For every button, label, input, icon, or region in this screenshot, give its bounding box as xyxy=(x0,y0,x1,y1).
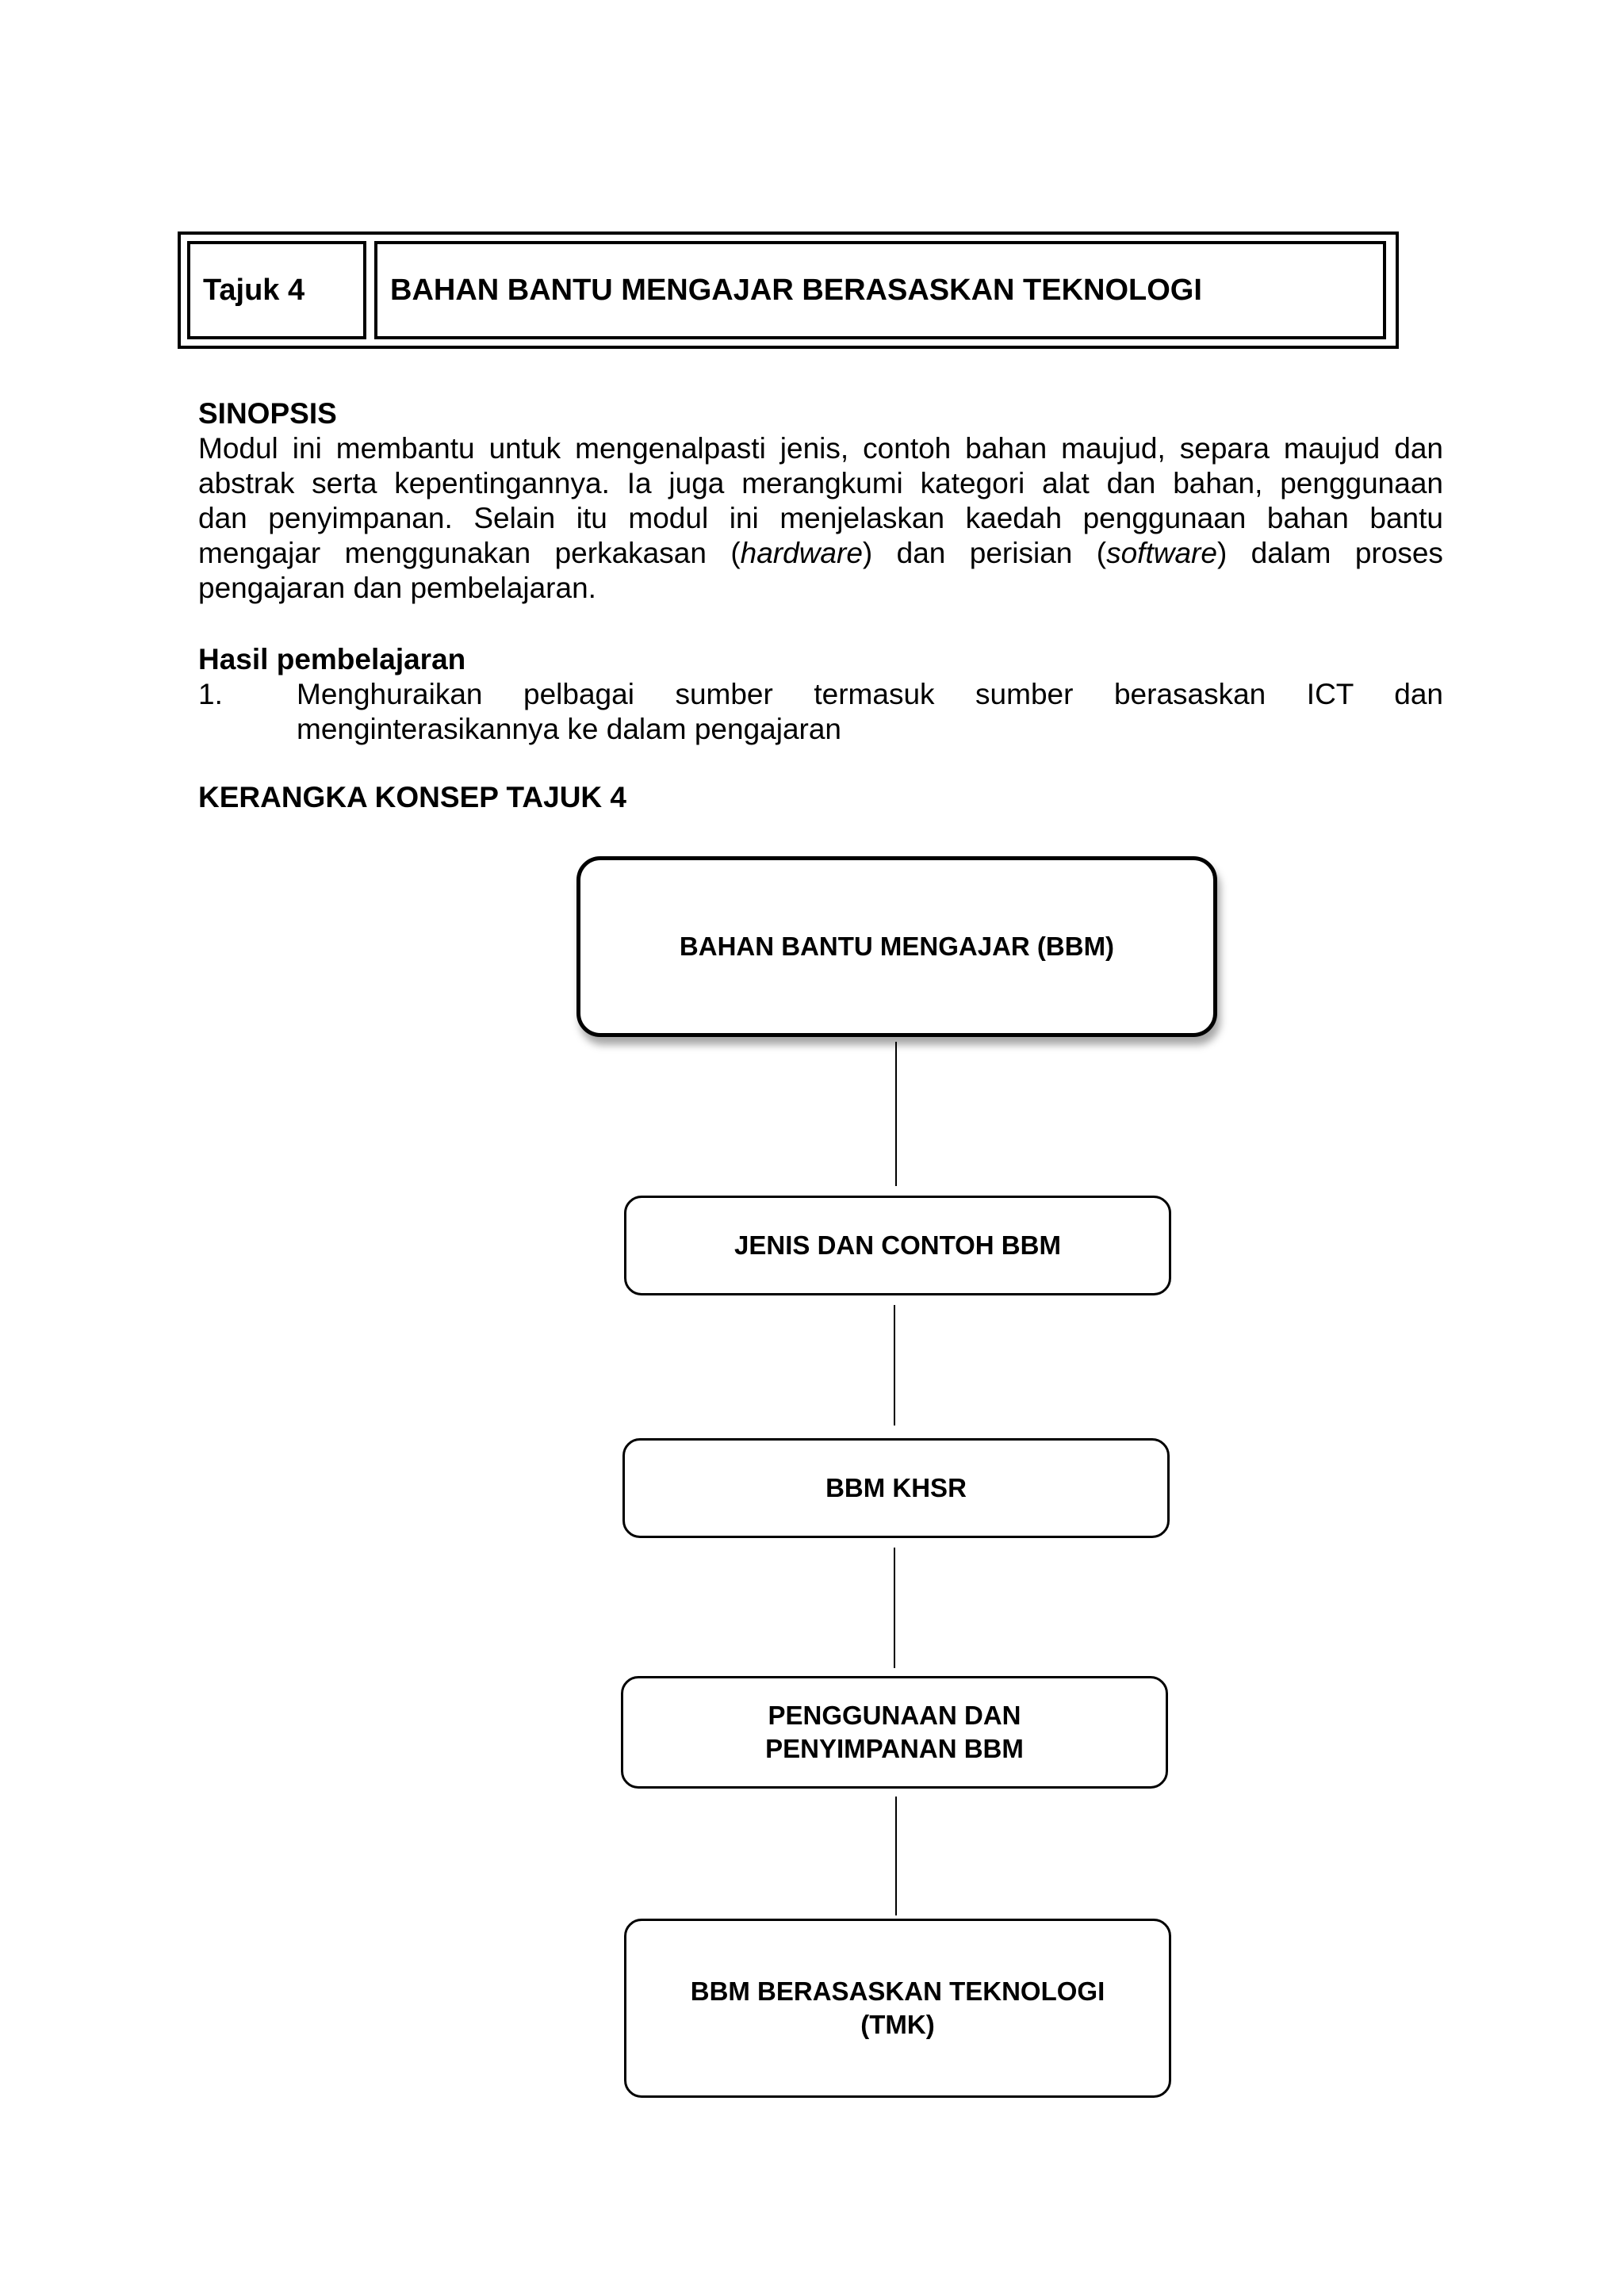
topic-title-table xyxy=(178,232,1399,349)
synopsis-section xyxy=(198,396,1443,606)
synopsis-word: dalam xyxy=(1251,537,1331,569)
synopsis-word: (software) xyxy=(1096,537,1228,569)
flowchart-box-jenis xyxy=(624,1196,1171,1295)
synopsis-word: (hardware) xyxy=(730,537,873,569)
synopsis-line: abstrak serta kepentingannya. Ia juga merangkumi kategori alat dan bahan, penggunaan xyxy=(198,467,1443,499)
flowchart-box-khsr xyxy=(622,1438,1170,1538)
software-term: software xyxy=(1106,537,1217,569)
synopsis-line: Modul ini membantu untuk mengenalpasti jenis, contoh bahan maujud, separa maujud dan xyxy=(198,432,1443,465)
synopsis-line: dan penyimpanan. Selain itu modul ini menjelaskan kaedah penggunaan bahan bantu xyxy=(198,502,1443,534)
list-item-text: menginterasikannya ke dalam pengajaran xyxy=(297,713,841,745)
synopsis-word: proses xyxy=(1354,537,1443,569)
flowchart-connector xyxy=(895,1797,897,1915)
flowchart-connector xyxy=(894,1548,895,1668)
flowchart-box-label: PENGGUNAAN DAN xyxy=(768,1701,1021,1730)
synopsis-word: menggunakan xyxy=(344,537,531,569)
synopsis-word: perisian xyxy=(969,537,1073,569)
learning-outcomes-heading: Hasil pembelajaran xyxy=(198,643,466,675)
flowchart-box-label: BBM KHSR xyxy=(825,1473,967,1502)
learning-outcomes-section xyxy=(198,642,1443,747)
flowchart-box-penggunaan xyxy=(621,1676,1168,1789)
synopsis-word: mengajar xyxy=(198,537,321,569)
hardware-term: hardware xyxy=(740,537,863,569)
flowchart-box-bbm xyxy=(576,856,1217,1037)
flowchart-box-label: PENYIMPANAN BBM xyxy=(765,1734,1024,1763)
synopsis-word: perkakasan xyxy=(554,537,707,569)
topic-number: Tajuk 4 xyxy=(187,241,366,339)
list-item xyxy=(198,677,1443,712)
synopsis-line xyxy=(198,536,1443,571)
flowchart-box-teknologi xyxy=(624,1919,1171,2098)
flowchart-box-label: BBM BERASASKAN TEKNOLOGI xyxy=(690,1976,1105,2006)
topic-title: BAHAN BANTU MENGAJAR BERASASKAN TEKNOLOGI xyxy=(374,241,1386,339)
flowchart-box-label: JENIS DAN CONTOH BBM xyxy=(734,1230,1061,1260)
synopsis-heading: SINOPSIS xyxy=(198,397,337,430)
flowchart-connector xyxy=(894,1305,895,1425)
synopsis-word: dan xyxy=(896,537,946,569)
list-item-continuation xyxy=(198,712,1443,747)
flowchart-box-label: (TMK) xyxy=(860,2010,935,2039)
flowchart-connector xyxy=(895,1042,897,1186)
list-item-number: 1. xyxy=(198,678,223,710)
flowchart-box-label: BAHAN BANTU MENGAJAR (BBM) xyxy=(679,932,1115,961)
list-item-text: Menghuraikan pelbagai sumber termasuk sumber berasaskan ICT dan xyxy=(297,678,1443,710)
concept-framework-section xyxy=(198,780,1435,815)
concept-framework-heading: KERANGKA KONSEP TAJUK 4 xyxy=(198,781,627,813)
synopsis-line: pengajaran dan pembelajaran. xyxy=(198,572,596,604)
